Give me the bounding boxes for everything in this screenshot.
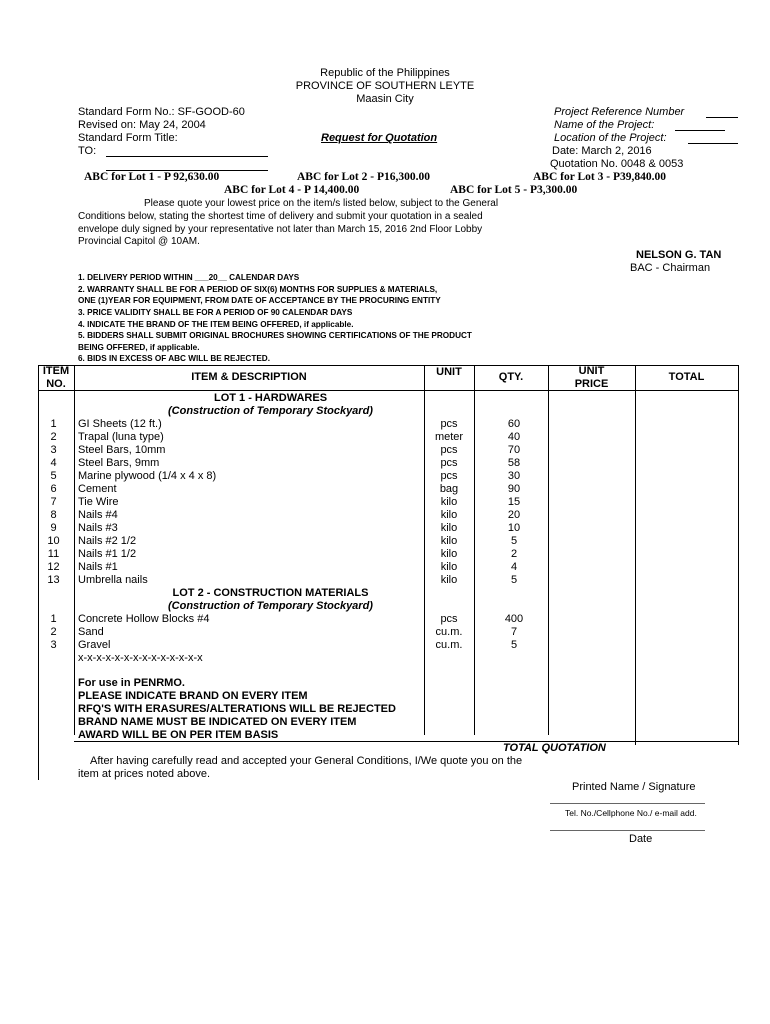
abc-lot1: ABC for Lot 1 - P 92,630.00	[84, 171, 220, 183]
item-quantity: 2	[510, 548, 518, 560]
item-description: Marine plywood (1/4 x 4 x 8)	[78, 470, 217, 482]
items-table	[38, 365, 739, 780]
quotation-number: Quotation No. 0048 & 0053	[550, 158, 684, 170]
item-description: Umbrella nails	[78, 574, 148, 586]
item-quantity: 60	[507, 418, 521, 430]
item-quantity: 400	[504, 613, 524, 625]
item-unit: kilo	[440, 509, 458, 521]
revised-date: Revised on: May 24, 2004	[78, 119, 206, 131]
item-unit: kilo	[440, 574, 458, 586]
condition-2-cont: ONE (1)YEAR FOR EQUIPMENT, FROM DATE OF ACCEPTANCE BY THE PROCURING ENTITY	[78, 296, 441, 305]
project-location-line	[688, 143, 738, 144]
intro-line-2: Conditions below, stating the shortest time of delivery and submit your quotation in a sealed	[78, 211, 483, 222]
form-title-label: Standard Form Title:	[78, 132, 178, 144]
table-row	[38, 574, 739, 587]
item-number: 2	[50, 431, 57, 443]
table-row	[38, 639, 739, 652]
item-description: Gravel	[78, 639, 111, 651]
item-number: 10	[47, 535, 60, 547]
form-title: Request for Quotation	[321, 132, 438, 144]
item-number: 12	[47, 561, 60, 573]
table-row	[38, 522, 739, 535]
item-description: Steel Bars, 10mm	[78, 444, 166, 456]
item-quantity: 7	[510, 626, 518, 638]
item-description: Trapal (luna type)	[78, 431, 164, 443]
item-quantity: 58	[507, 457, 521, 469]
header-no: NO.	[46, 378, 66, 390]
item-quantity: 5	[510, 535, 518, 547]
intro-line-1: Please quote your lowest price on the item/s listed below, subject to the General	[144, 198, 499, 209]
printed-name-label: Printed Name / Signature	[572, 781, 696, 793]
table-row	[38, 418, 739, 431]
item-unit: kilo	[440, 496, 458, 508]
note-brand: PLEASE INDICATE BRAND ON EVERY ITEM	[78, 690, 308, 702]
lot2-subtitle: (Construction of Temporary Stockyard)	[168, 600, 373, 612]
item-quantity: 30	[507, 470, 521, 482]
project-location-label: Location of the Project:	[554, 132, 667, 144]
intro-line-4: Provincial Capitol @ 10AM.	[78, 236, 200, 247]
city-line: Maasin City	[356, 93, 414, 105]
item-number: 5	[50, 470, 57, 482]
item-number: 2	[50, 626, 57, 638]
table-row	[38, 548, 739, 561]
note-erasures: RFQ'S WITH ERASURES/ALTERATIONS WILL BE REJECTED	[78, 703, 396, 715]
to-line-1	[106, 156, 268, 157]
header-total: TOTAL	[668, 371, 705, 383]
statement-line-1: After having carefully read and accepted your General Conditions, I/We quote you on the	[90, 755, 523, 767]
item-quantity: 10	[507, 522, 521, 534]
item-number: 6	[50, 483, 57, 495]
abc-lot3: ABC for Lot 3 - P39,840.00	[533, 171, 666, 183]
table-row	[38, 496, 739, 509]
header-unit-price-2: PRICE	[574, 378, 609, 390]
item-unit: pcs	[440, 613, 458, 625]
item-number: 13	[47, 574, 60, 586]
header-description: ITEM & DESCRIPTION	[191, 371, 307, 383]
condition-5: 5. BIDDERS SHALL SUBMIT ORIGINAL BROCHURES SHOWING CERTIFICATIONS OF THE PRODUCT	[78, 331, 472, 340]
table-row	[38, 535, 739, 548]
project-name-label: Name of the Project:	[554, 119, 655, 131]
note-brand-name: BRAND NAME MUST BE INDICATED ON EVERY ITEM	[78, 716, 357, 728]
statement-line-2: item at prices noted above.	[78, 768, 211, 780]
header-unit: UNIT	[436, 366, 462, 378]
header-item: ITEM	[42, 365, 70, 377]
abc-lot2: ABC for Lot 2 - P16,300.00	[297, 171, 430, 183]
row-separator: x-x-x-x-x-x-x-x-x-x-x-x-x-x	[78, 652, 203, 664]
project-name-line	[675, 130, 725, 131]
item-description: GI Sheets (12 ft.)	[78, 418, 162, 430]
date-label: Date	[629, 833, 653, 845]
item-quantity: 5	[510, 639, 518, 651]
lot2-title: LOT 2 - CONSTRUCTION MATERIALS	[172, 587, 369, 599]
project-date: Date: March 2, 2016	[552, 145, 652, 157]
signatory-name: NELSON G. TAN	[636, 249, 722, 261]
item-description: Nails #4	[78, 509, 118, 521]
item-quantity: 70	[507, 444, 521, 456]
table-row	[38, 626, 739, 639]
signatory-title: BAC - Chairman	[630, 262, 711, 274]
table-row	[38, 470, 739, 483]
item-unit: pcs	[440, 470, 458, 482]
item-description: Nails #3	[78, 522, 118, 534]
item-unit: pcs	[440, 418, 458, 430]
item-unit: cu.m.	[435, 639, 463, 651]
item-quantity: 15	[507, 496, 521, 508]
province-line: PROVINCE OF SOUTHERN LEYTE	[295, 80, 475, 92]
item-description: Concrete Hollow Blocks #4	[78, 613, 210, 625]
total-quotation-label: TOTAL QUOTATION	[503, 742, 606, 754]
table-row	[38, 509, 739, 522]
project-ref-line	[706, 117, 738, 118]
table-row	[38, 613, 739, 626]
abc-lot5: ABC for Lot 5 - P3,300.00	[450, 184, 578, 196]
condition-1: 1. DELIVERY PERIOD WITHIN ___20__ CALENDAR DAYS	[78, 273, 300, 282]
item-unit: cu.m.	[435, 626, 463, 638]
item-number: 3	[50, 639, 57, 651]
header-unit-price-1: UNIT	[578, 365, 605, 377]
header-qty: QTY.	[498, 371, 524, 383]
item-description: Nails #1	[78, 561, 118, 573]
item-description: Sand	[78, 626, 104, 638]
condition-6: 6. BIDS IN EXCESS OF ABC WILL BE REJECTED.	[78, 354, 270, 363]
abc-lot4: ABC for Lot 4 - P 14,400.00	[224, 184, 360, 196]
form-number: Standard Form No.: SF-GOOD-60	[78, 106, 245, 118]
item-quantity: 40	[507, 431, 521, 443]
condition-4: 4. INDICATE THE BRAND OF THE ITEM BEING OFFERED, if applicable.	[78, 320, 354, 329]
condition-3: 3. PRICE VALIDITY SHALL BE FOR A PERIOD OF 90 CALENDAR DAYS	[78, 308, 353, 317]
item-unit: kilo	[440, 561, 458, 573]
item-description: Nails #2 1/2	[78, 535, 137, 547]
item-number: 11	[47, 548, 60, 560]
item-quantity: 4	[510, 561, 518, 573]
item-number: 9	[50, 522, 57, 534]
signature-line	[550, 803, 705, 804]
lot1-subtitle: (Construction of Temporary Stockyard)	[168, 405, 373, 417]
item-description: Steel Bars, 9mm	[78, 457, 160, 469]
item-number: 1	[50, 418, 57, 430]
item-description: Cement	[78, 483, 117, 495]
total-row-top-border	[74, 741, 739, 742]
item-quantity: 5	[510, 574, 518, 586]
lot1-title: LOT 1 - HARDWARES	[213, 392, 328, 404]
item-quantity: 90	[507, 483, 521, 495]
item-number: 7	[50, 496, 57, 508]
item-number: 4	[50, 457, 57, 469]
table-row	[38, 457, 739, 470]
table-row	[38, 561, 739, 574]
condition-5-cont: BEING OFFERED, if applicable.	[78, 343, 200, 352]
table-row	[38, 431, 739, 444]
item-description: Nails #1 1/2	[78, 548, 137, 560]
item-description: Tie Wire	[78, 496, 119, 508]
item-unit: pcs	[440, 444, 458, 456]
item-unit: kilo	[440, 548, 458, 560]
item-unit: kilo	[440, 535, 458, 547]
to-label: TO:	[78, 145, 97, 157]
project-ref-label: Project Reference Number	[554, 106, 685, 118]
contact-line	[550, 830, 705, 831]
republic-line: Republic of the Philippines	[320, 67, 450, 79]
item-number: 8	[50, 509, 57, 521]
table-row	[38, 483, 739, 496]
item-unit: pcs	[440, 457, 458, 469]
item-number: 1	[50, 613, 57, 625]
note-award: AWARD WILL BE ON PER ITEM BASIS	[78, 729, 279, 741]
intro-line-3: envelope duly signed by your representative not later than March 15, 2016 2nd Floor Lobby	[78, 224, 483, 235]
item-unit: meter	[434, 431, 464, 443]
table-row	[38, 444, 739, 457]
condition-2: 2. WARRANTY SHALL BE FOR A PERIOD OF SIX(6) MONTHS FOR SUPPLIES & MATERIALS,	[78, 285, 438, 294]
contact-label: Tel. No./Cellphone No./ e-mail add.	[565, 808, 697, 818]
item-quantity: 20	[507, 509, 521, 521]
note-penrmo: For use in PENRMO.	[78, 677, 185, 689]
item-number: 3	[50, 444, 57, 456]
item-unit: bag	[439, 483, 459, 495]
item-unit: kilo	[440, 522, 458, 534]
